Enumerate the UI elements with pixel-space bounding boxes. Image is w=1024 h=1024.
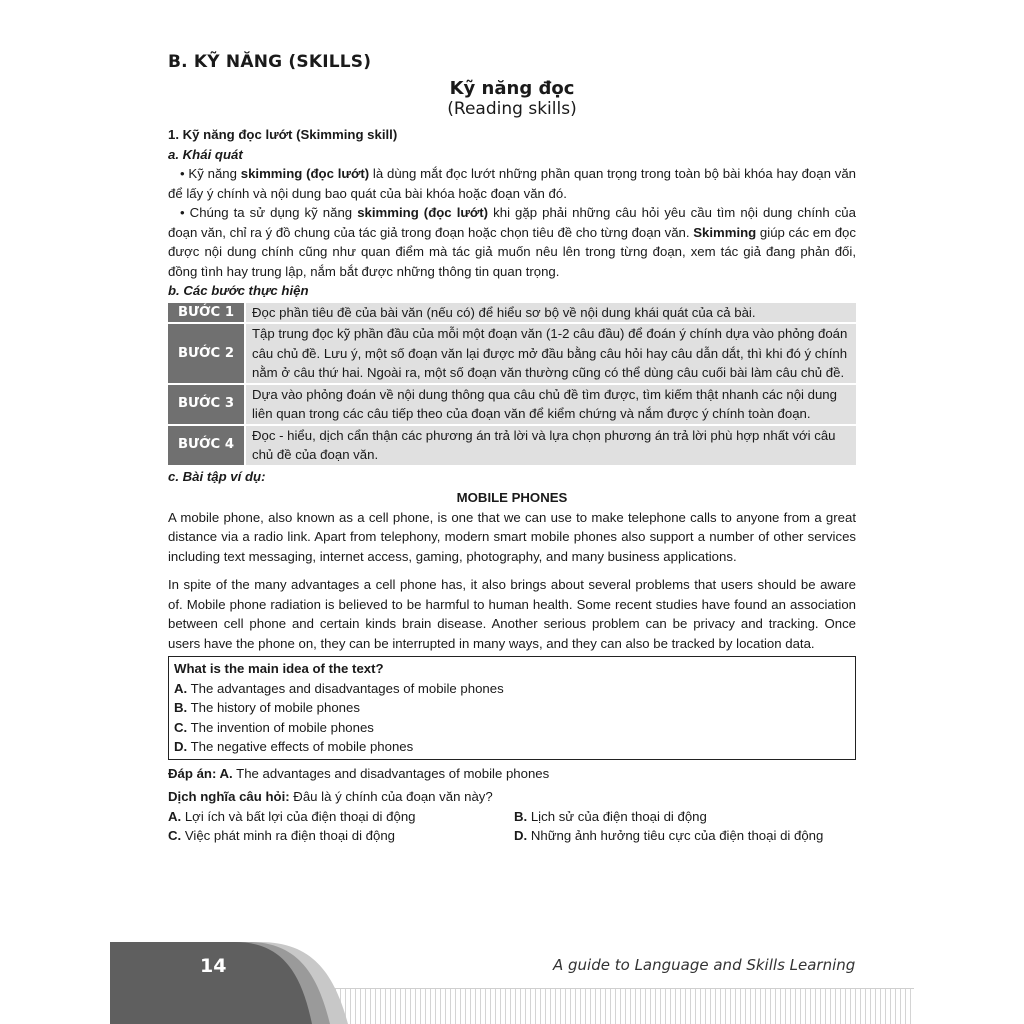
bold-term: skimming (đọc lướt) — [240, 166, 370, 181]
passage-title: MOBILE PHONES — [456, 490, 568, 505]
option-letter: A. — [168, 808, 182, 824]
heading-skimming: 1. Kỹ năng đọc lướt (Skimming skill) — [168, 127, 398, 142]
page-title: Kỹ năng đọc — [449, 78, 575, 99]
option-letter: C. — [168, 828, 182, 843]
option-letter: B. — [514, 808, 528, 824]
step-label: BƯỚC 2 — [168, 324, 244, 383]
text-run: • Chúng ta sử dụng kỹ năng — [180, 205, 358, 220]
passage-paragraph: A mobile phone, also known as a cell phone, is one that we can use to make telephone calls to anyone from a great distance via a radio link. Apart from telephony, modern smart mobile phones also support a number of other services including text messaging, internet access, gaming, photography, and many business applications. — [168, 509, 856, 564]
translated-option — [514, 807, 707, 827]
question-box — [168, 656, 856, 760]
option-letter: D. — [174, 739, 188, 754]
heading-overview: a. Khái quát — [168, 146, 243, 162]
text-run: là dùng mắt đọc lướt những phần quan trọng trong toàn bộ bài khóa hay đoạn văn để lấy ý chính và nội dung bao quát của bài khóa hoặc đoạn văn đó. — [168, 166, 856, 201]
text-run: • Kỹ năng — [180, 166, 241, 181]
translation-label: Dịch nghĩa câu hỏi: — [168, 789, 290, 804]
step-label: BƯỚC 3 — [168, 385, 244, 424]
step-text: Đọc phần tiêu đề của bài văn (nếu có) để hiểu sơ bộ về nội dung khái quát của cả bài. — [244, 303, 856, 323]
option-text: Những ảnh hưởng tiêu cực của điện thoại di động — [527, 828, 824, 843]
option-text: The history of mobile phones — [187, 700, 360, 715]
bold-term: Skimming — [693, 224, 757, 240]
answer-line — [168, 764, 856, 784]
option-text: The invention of mobile phones — [187, 719, 374, 735]
step-text: Đọc - hiểu, dịch cẩn thận các phương án trả lời và lựa chọn phương án trả lời phù hợp nhất với câu chủ đề của đoạn văn. — [244, 426, 856, 465]
question-text: What is the main idea of the text? — [174, 661, 384, 676]
option-letter: A. — [174, 680, 188, 696]
answer-label: Đáp án: A. — [168, 765, 233, 781]
translation-line — [168, 787, 856, 807]
page-subtitle: (Reading skills) — [447, 99, 577, 119]
step-text: Dựa vào phỏng đoán về nội dung thông qua câu chủ đề tìm được, tìm kiếm thật nhanh các nội dung liên quan trong các câu tiếp theo của đoạn văn để kiểm chứng và nắm được ý chính toàn đoạn. — [244, 385, 856, 424]
step-text: Tập trung đọc kỹ phần đầu của mỗi một đoạn văn (1-2 câu đầu) để đoán ý chính dựa vào phỏng đoán câu chủ đề. Lưu ý, một số đoạn văn lại được mở đầu bằng câu hỏi hay câu dẫn dắt, thì khi đó ý chính nằm ở câu thứ hai. Ngoài ra, một số đoạn văn thường cũng có thể dùng câu cuối bài làm câu chủ đề. — [244, 324, 856, 383]
option-text: The negative effects of mobile phones — [187, 739, 414, 754]
option-text: The advantages and disadvantages of mobile phones — [187, 680, 504, 696]
option-item — [174, 679, 850, 699]
step-row — [168, 303, 856, 323]
translated-options-row — [168, 826, 856, 846]
step-label: BƯỚC 4 — [168, 426, 244, 465]
heading-example: c. Bài tập ví dụ: — [168, 468, 266, 484]
step-row — [168, 324, 856, 383]
steps-table — [168, 301, 856, 467]
option-item — [174, 698, 850, 718]
option-text: Lợi ích và bất lợi của điện thoại di động — [181, 808, 416, 824]
page-content — [168, 48, 856, 846]
option-text: Lịch sử của điện thoại di động — [527, 808, 707, 824]
option-item — [174, 718, 850, 738]
heading-steps: b. Các bước thực hiện — [168, 283, 309, 298]
answer-text: The advantages and disadvantages of mobile phones — [232, 765, 550, 781]
option-item — [174, 737, 850, 757]
step-row — [168, 426, 856, 465]
passage-paragraph: In spite of the many advantages a cell phone has, it also brings about several problems that users should be aware of. Mobile phone radiation is believed to be harmful to human health. Some recent studies have found an association between cell phone and certain kinds brain disease. Another serious problem can be privacy and tracking. Once users have the phone on, they can be interrupted in many ways, and they can also be tracked by location data. — [168, 577, 856, 651]
option-text: Việc phát minh ra điện thoại di động — [181, 828, 396, 843]
page-number: 14 — [200, 955, 227, 977]
section-title: B. KỸ NĂNG (SKILLS) — [168, 52, 372, 72]
translated-option — [168, 826, 514, 846]
paragraph-skimming-definition — [168, 164, 856, 203]
book-title: A guide to Language and Skills Learning — [553, 956, 856, 974]
option-letter: B. — [174, 700, 188, 715]
option-letter: C. — [174, 719, 188, 735]
option-letter: D. — [514, 828, 528, 843]
translated-options-row — [168, 807, 856, 827]
footer-decoration — [110, 942, 914, 1024]
translated-option — [514, 826, 823, 846]
translated-option — [168, 807, 514, 827]
step-label: BƯỚC 1 — [168, 303, 244, 323]
paragraph-skimming-usage — [168, 203, 856, 281]
step-row — [168, 385, 856, 424]
bold-term: skimming (đọc lướt) — [357, 205, 489, 220]
text-run: khi gặp phải những câu hỏi yêu cầu tìm nội dung chính của đoạn văn, chỉ ra ý đồ chung của tác giả trong đoạn hoặc chọn tiêu đề cho từng đoạn văn. — [168, 205, 856, 240]
translation-text: Đâu là ý chính của đoạn văn này? — [289, 789, 493, 804]
text-run: giúp các em đọc được nội dung chính cũng như quan điểm mà tác giả muốn nêu lên trong từng đoạn, xem tác giả đang phản đối, đồng tình hay trung lập, nắm bắt được những thông tin quan trọng. — [168, 224, 856, 279]
